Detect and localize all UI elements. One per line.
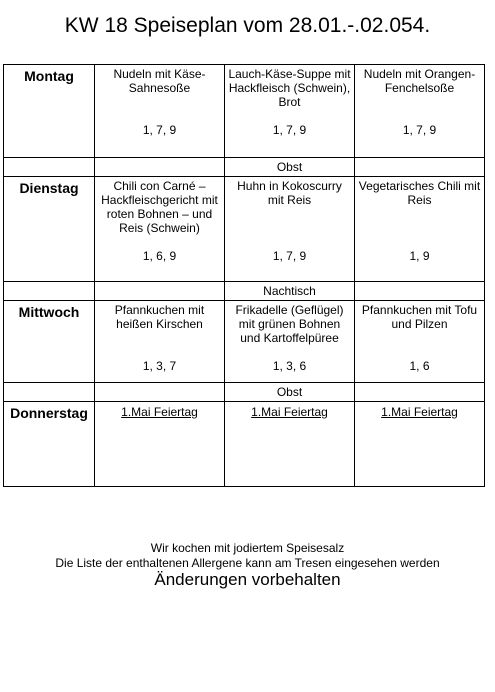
- meal-description: Chili con Carné – Hackfleischgericht mit roten Bohnen – und Reis (Schwein): [101, 179, 218, 235]
- meal-description: Huhn in Kokoscurry mit Reis: [237, 179, 342, 207]
- page-title: KW 18 Speiseplan vom 28.01.-.02.054.: [64, 14, 431, 37]
- meal-cell: [95, 402, 225, 487]
- meal-cell: [95, 301, 225, 383]
- meal-description: Pfannkuchen mit Tofu und Pilzen: [361, 303, 478, 331]
- table-row-dienstag: [4, 177, 485, 282]
- day-label: Mittwoch: [4, 301, 95, 383]
- holiday-note: 1.Mai Feiertag: [381, 405, 458, 419]
- meal-description: Vegetarisches Chili mit Reis: [358, 179, 481, 207]
- meal-cell: [225, 177, 355, 282]
- day-label: Dienstag: [4, 177, 95, 282]
- allergen-codes: 1, 3, 6: [272, 359, 307, 373]
- meal-cell: [225, 65, 355, 158]
- meal-description: Lauch-Käse-Suppe mit Hackfleisch (Schwein), Brot: [228, 67, 351, 109]
- meal-description: Nudeln mit Käse-Sahnesoße: [113, 67, 206, 95]
- dessert-row: [4, 383, 485, 402]
- meal-cell: [355, 301, 485, 383]
- allergen-codes: 1, 7, 9: [142, 123, 177, 137]
- meal-description: Nudeln mit Orangen-Fenchelsoße: [363, 67, 476, 95]
- footer-disclaimer: Änderungen vorbehalten: [154, 570, 341, 589]
- meal-cell: [355, 402, 485, 487]
- dessert-label: Obst: [225, 383, 355, 402]
- meal-description: Frikadelle (Geflügel) mit grünen Bohnen und Kartoffelpüree: [235, 303, 344, 345]
- meal-cell: [355, 65, 485, 158]
- table-row-montag: [4, 65, 485, 158]
- allergen-codes: 1, 7, 9: [272, 123, 307, 137]
- day-label: Montag: [4, 65, 95, 158]
- meal-cell: [95, 65, 225, 158]
- allergen-codes: 1, 3, 7: [142, 359, 177, 373]
- holiday-note: 1.Mai Feiertag: [121, 405, 198, 419]
- dessert-row: [4, 282, 485, 301]
- meal-cell: [355, 177, 485, 282]
- allergen-codes: 1, 9: [409, 249, 430, 263]
- meal-cell: [95, 177, 225, 282]
- dessert-label: Nachtisch: [225, 282, 355, 301]
- meal-cell: [225, 402, 355, 487]
- allergen-codes: 1, 6, 9: [142, 249, 177, 263]
- allergen-codes: 1, 7, 9: [402, 123, 437, 137]
- meal-cell: [225, 301, 355, 383]
- footer-allergen-note: Die Liste der enthaltenen Allergene kann am Tresen eingesehen werden: [55, 556, 440, 570]
- table-row-donnerstag: [4, 402, 485, 487]
- day-label: Donnerstag: [4, 402, 95, 487]
- dessert-row: [4, 158, 485, 177]
- table-row-mittwoch: [4, 301, 485, 383]
- allergen-codes: 1, 6: [409, 359, 430, 373]
- dessert-label: Obst: [225, 158, 355, 177]
- holiday-note: 1.Mai Feiertag: [251, 405, 328, 419]
- menu-table: [3, 64, 485, 487]
- allergen-codes: 1, 7, 9: [272, 249, 307, 263]
- meal-description: Pfannkuchen mit heißen Kirschen: [114, 303, 205, 331]
- footer-salt-note: Wir kochen mit jodiertem Speisesalz: [150, 541, 345, 555]
